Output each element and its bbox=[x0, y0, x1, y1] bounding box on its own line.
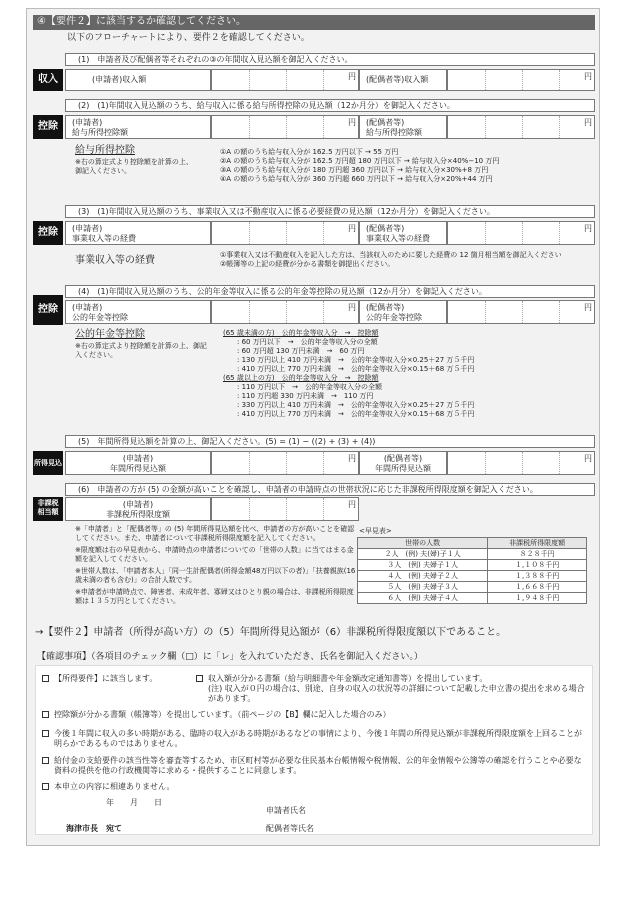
q3-applicant-amount-field[interactable]: 円 bbox=[211, 221, 359, 245]
q6-side-label: 非課税 相当額 bbox=[33, 497, 63, 521]
table-row: ３人 (例) 夫婦子１人 １,１０８千円 bbox=[358, 560, 587, 571]
q5-side-label: 所得見込 bbox=[33, 451, 63, 475]
confirm-item-income: 【所得要件】に該当します。 bbox=[42, 674, 157, 684]
confirm-note: (注) 収入が０円の場合は、別途、自身の収入の状況等の詳細について記載した申立書の提出を求める場合があります。 bbox=[208, 684, 585, 703]
q3-applicant-label: (申請者) 事業収入等の経費 bbox=[65, 221, 211, 245]
requirement-2-conclusion: →【要件２】申請者（所得が高い方）の（5）年間所得見込額が（6）非課税所得限度額以下であること。 bbox=[35, 627, 507, 638]
q1-applicant-label: (申請者)収入額 bbox=[65, 69, 211, 91]
q5-spouse-amount-field[interactable]: 円 bbox=[447, 451, 595, 475]
flowchart-intro: 以下のフローチャートにより、要件２を確認してください。 bbox=[67, 33, 310, 43]
confirm-item-forecast: 今後１年間に収入の多い時期がある、臨時の収入がある時期があるなどの事情により、今後１年間の所得見込額が非課税所得限度額を上回ることが明らかであるものではありません。 bbox=[42, 729, 587, 749]
q5-applicant-amount-field[interactable]: 円 bbox=[211, 451, 359, 475]
table-row: ６人 (例) 夫婦子４人 １,９４８千円 bbox=[358, 593, 587, 604]
q1-side-label: 収入 bbox=[33, 69, 63, 91]
q5-spouse-label: (配偶者等) 年間所得見込額 bbox=[359, 451, 447, 475]
addressee: 海津市長 宛て bbox=[66, 824, 122, 833]
q4-rule: : 130 万円以上 410 万円未満 → 公的年金等収入分×0.25＋27 万５千円 bbox=[237, 356, 475, 364]
q4-note: ※右の算定式より控除額を計算の上、御記入ください。 bbox=[75, 342, 207, 359]
q2-note: ※右の算定式より控除額を計算の上、御記入ください。 bbox=[75, 158, 193, 175]
q4-under65-head: (65 歳未満の方) 公的年金等収入分 → 控除額 bbox=[223, 329, 379, 337]
q4-rule: : 330 万円以上 410 万円未満 → 公的年金等収入分×0.25＋27 万５千円 bbox=[237, 401, 475, 409]
q2-rule: ④A の額のうち給与収入分が 360 万円超 660 万円以下 → 給与収入分×20%+44 万円 bbox=[220, 175, 493, 183]
table-row: ２人 (例) 夫(婦)子１人 ８２８千円 bbox=[358, 549, 587, 560]
q4-note-title: 公的年金等控除 bbox=[75, 329, 145, 340]
checkbox[interactable] bbox=[196, 675, 203, 682]
table-row: ４人 (例) 夫婦子２人 １,３８８千円 bbox=[358, 571, 587, 582]
date-field[interactable]: 年 月 日 bbox=[106, 798, 162, 807]
table-row: ５人 (例) 夫婦子３人 １,６６８千円 bbox=[358, 582, 587, 593]
q5-header: (5) 年間所得見込額を計算の上、御記入ください。(5) = (1) − ((2) + (3) + (4)) bbox=[65, 435, 595, 448]
q4-rule: : 410 万円以上 770 万円未満 → 公的年金等収入分×0.15＋68 万５千円 bbox=[237, 410, 475, 418]
quick-table-title: <早見表> bbox=[359, 527, 392, 535]
q4-spouse-label: (配偶者等) 公的年金等控除 bbox=[359, 300, 447, 324]
confirm-item-consent: 給付金の支給要件の該当性等を審査等するため、市区町村等が必要な住民基本台帳情報や税情報、公的年金情報や公簿等の確認を行うことや必要な資料の提供を他の行政機関等に求める・提供することに同意します。 bbox=[42, 756, 587, 776]
q2-rule: ②A の額のうち給与収入分が 162.5 万円超 180 万円以下 → 給与収入分×40%−10 万円 bbox=[220, 157, 500, 165]
q6-note: ※申請者が申請時点で、障害者、未成年者、寡婦又はひとり親の場合は、非課税所得限度額は１３５万円としてください。 bbox=[75, 588, 354, 605]
q1-spouse-label: (配偶者等)収入額 bbox=[359, 69, 447, 91]
q1-header: (1) 申請者及び配偶者等それぞれの③の年間収入見込額を御記入ください。 bbox=[65, 53, 595, 66]
q2-side-label: 控除 bbox=[33, 115, 63, 139]
q6-applicant-label: (申請者) 非課税所得限度額 bbox=[65, 497, 211, 521]
q2-applicant-amount-field[interactable]: 円 bbox=[211, 115, 359, 139]
q2-rule: ③A の額のうち給与収入分が 180 万円超 360 万円以下 → 給与収入分×30%+8 万円 bbox=[220, 166, 489, 174]
checkbox[interactable] bbox=[42, 675, 49, 682]
q4-header: (4) (1)年間収入見込額のうち、公的年金等収入に係る公的年金等控除の見込額（12か月分）を御記入ください。 bbox=[65, 285, 595, 298]
q2-header: (2) (1)年間収入見込額のうち、給与収入に係る給与所得控除の見込額（12か月分）を御記入ください。 bbox=[65, 99, 595, 112]
income-limit-table bbox=[357, 537, 587, 604]
q2-applicant-label: (申請者) 給与所得控除額 bbox=[65, 115, 211, 139]
q4-rule: : 110 万円以下 → 公的年金等収入分の全額 bbox=[237, 383, 383, 391]
q4-side-label: 控除 bbox=[33, 295, 63, 325]
q4-rule: : 410 万円以上 770 万円未満 → 公的年金等収入分×0.15＋68 万５千円 bbox=[237, 365, 475, 373]
q1-spouse-amount-field[interactable]: 円 bbox=[447, 69, 595, 91]
q3-rule: ②帳簿等の上記の経費が分かる書類を御提出ください。 bbox=[220, 260, 395, 268]
q4-over65-head: (65 歳以上の方) 公的年金等収入分 → 控除額 bbox=[223, 374, 379, 382]
table-header: 非課税所得限度額 bbox=[488, 538, 587, 549]
q4-applicant-label: (申請者) 公的年金等控除 bbox=[65, 300, 211, 324]
requirement-2-header: ④【要件２】に該当するか確認してください。 bbox=[33, 15, 595, 30]
q4-rule: : 60 万円以下 → 公的年金等収入分の全額 bbox=[237, 338, 378, 346]
confirm-item-documents: 収入額が分かる書類（給与明細書や年金額改定通知書等）を提出しています。 bbox=[196, 674, 586, 684]
q6-header: (6) 申請者の方が (5) の金額が高いことを確認し、申請者の申請時点の世帯状況に応じた非課税所得限度額を御記入ください。 bbox=[65, 483, 595, 496]
q6-note: ※限度額は右の早見表から、申請時点の申請者についての「世帯の人数」に当てはまる金額を記入してください。 bbox=[75, 546, 354, 563]
checkbox[interactable] bbox=[42, 783, 49, 790]
confirm-item-deduction: 控除額が分かる書類（帳簿等）を提出しています。（前ページの【B】欄に記入した場合のみ） bbox=[42, 710, 587, 720]
q4-spouse-amount-field[interactable]: 円 bbox=[447, 300, 595, 324]
q3-spouse-amount-field[interactable]: 円 bbox=[447, 221, 595, 245]
q3-side-label: 控除 bbox=[33, 221, 63, 245]
q2-note-title: 給与所得控除 bbox=[75, 145, 135, 156]
q3-note-title: 事業収入等の経費 bbox=[75, 255, 155, 266]
confirm-box bbox=[35, 665, 593, 835]
form-page bbox=[26, 8, 600, 846]
q3-spouse-label: (配偶者等) 事業収入等の経費 bbox=[359, 221, 447, 245]
q6-notes bbox=[75, 525, 359, 606]
confirm-title: 【確認事項】（各項目のチェック欄（□）に「レ」を入れていただき、氏名を御記入ください。） bbox=[37, 652, 423, 662]
q2-spouse-amount-field[interactable]: 円 bbox=[447, 115, 595, 139]
q5-applicant-label: (申請者) 年間所得見込額 bbox=[65, 451, 211, 475]
q4-rules bbox=[223, 329, 603, 419]
spouse-name-label: 配偶者等氏名 bbox=[266, 824, 314, 833]
q2-rule: ①A の額のうち給与収入分が 162.5 万円以下 → 55 万円 bbox=[220, 148, 399, 156]
q3-header: (3) (1)年間収入見込額のうち、事業収入又は不動産収入に係る必要経費の見込額（12か月分）を御記入ください。 bbox=[65, 205, 595, 218]
checkbox[interactable] bbox=[42, 757, 49, 764]
q3-rule: ①事業収入又は不動産収入を記入した方は、当該収入のために要した経費の 12 箇月相当額を御記入ください bbox=[220, 251, 562, 259]
q4-rule: : 60 万円超 130 万円未満 → 60 万円 bbox=[237, 347, 365, 355]
checkbox[interactable] bbox=[42, 730, 49, 737]
q2-spouse-label: (配偶者等) 給与所得控除額 bbox=[359, 115, 447, 139]
applicant-name-label: 申請者氏名 bbox=[266, 806, 306, 815]
q3-rules bbox=[220, 251, 600, 269]
q6-note: ※「申請者」と「配偶者等」の (5) 年間所得見込額を比べ、申請者の方が高いことを確認してください。また、申請者について非課税所得限度額を記入してください。 bbox=[75, 525, 355, 542]
q6-limit-amount-field[interactable]: 円 bbox=[211, 497, 359, 521]
q2-rules bbox=[220, 148, 600, 184]
q4-applicant-amount-field[interactable]: 円 bbox=[211, 300, 359, 324]
confirm-item-declaration: 本申立の内容に相違ありません。 bbox=[42, 782, 174, 792]
checkbox[interactable] bbox=[42, 711, 49, 718]
q1-applicant-amount-field[interactable]: 円 bbox=[211, 69, 359, 91]
table-header: 世帯の人数 bbox=[358, 538, 488, 549]
q6-note: ※世帯人数は、「申請者本人」「同一生計配偶者(所得金額48万円以下の者)」「扶養親族(16歳未満の者も含む)」の合計人数です。 bbox=[75, 567, 356, 584]
q4-rule: : 110 万円超 330 万円未満 → 110 万円 bbox=[237, 392, 374, 400]
